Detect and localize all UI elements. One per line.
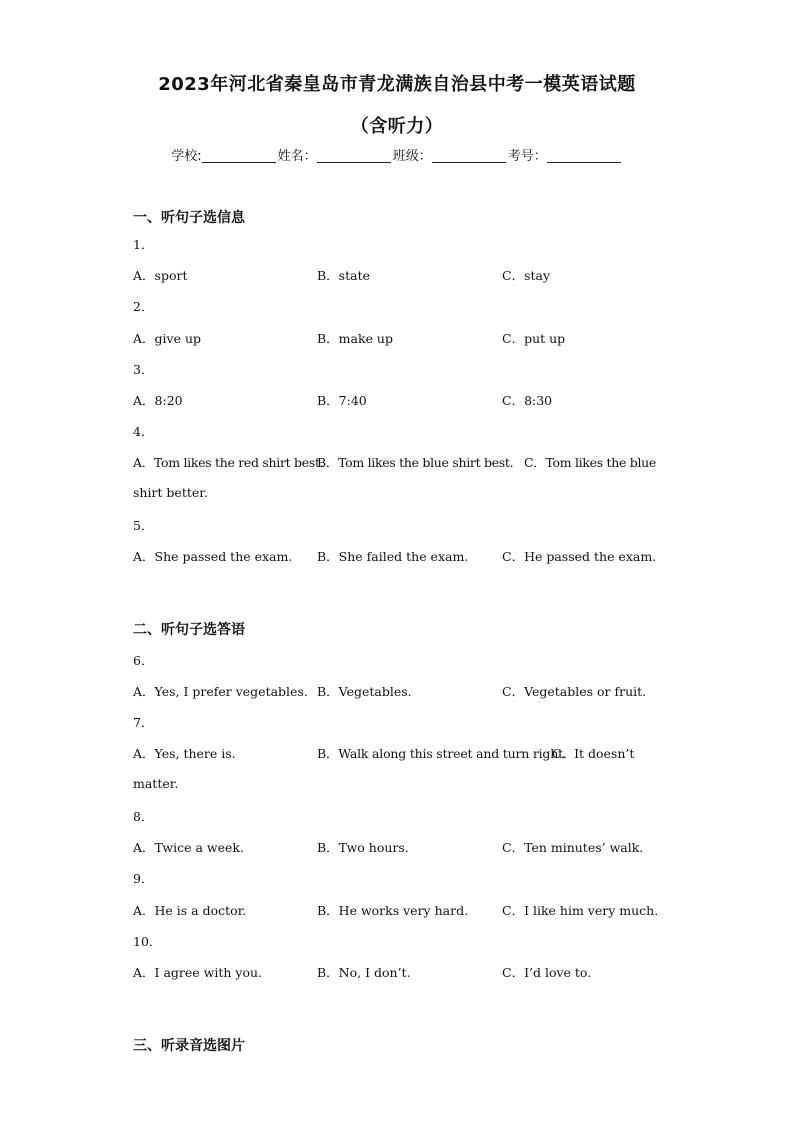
option-a: A．She passed the exam. [133, 549, 293, 564]
option-c: C．8:30 [502, 393, 553, 408]
option-c: C．He passed the exam. [502, 549, 657, 564]
option-b: B．Two hours. [317, 840, 409, 855]
class-blank[interactable] [432, 148, 506, 163]
option-a: A．8:20 [133, 393, 183, 408]
student-info-row [0, 145, 794, 164]
option-b: B．He works very hard. [317, 903, 469, 918]
option-c: C．Tom likes the blue [524, 455, 657, 470]
question-number: 5． [133, 518, 154, 533]
option-b: B．No, I don’t. [317, 965, 411, 980]
option-c: C．I like him very much. [502, 903, 659, 918]
option-a: A．Yes, there is. [133, 746, 236, 761]
option-a: A．give up [133, 331, 202, 346]
school-label: 学校: [171, 149, 202, 164]
question-number: 7． [133, 715, 154, 730]
option-c: C．Ten minutes’ walk. [502, 840, 644, 855]
question-number: 6． [133, 653, 154, 668]
question-number: 8． [133, 809, 154, 824]
option-c: C．It doesn’t [552, 746, 635, 761]
option-a: A．I agree with you. [133, 965, 262, 980]
question-number: 9． [133, 871, 154, 886]
school-blank[interactable] [202, 148, 276, 163]
option-c: C．I’d love to. [502, 965, 592, 980]
option-b: B．Walk along this street and turn right. [317, 746, 567, 761]
option-c: C．stay [502, 268, 551, 283]
option-c: C．put up [502, 331, 566, 346]
option-a: A．Twice a week. [133, 840, 244, 855]
number-blank[interactable] [547, 148, 621, 163]
question-number: 1． [133, 237, 154, 252]
name-label: 姓名： [277, 149, 317, 164]
exam-title: 2023年河北省秦皇岛市青龙满族自治县中考一模英语试题 [158, 74, 636, 95]
option-b: B．make up [317, 331, 393, 346]
section-title: 三、听录音选图片 [133, 1038, 245, 1054]
option-b: B．Tom likes the blue shirt best. [317, 455, 514, 470]
option-b: B．Vegetables. [317, 684, 412, 699]
number-label: 考号： [507, 149, 547, 164]
section-title: 二、听句子选答语 [133, 622, 245, 638]
option-c-continued: matter. [133, 776, 179, 791]
question-number: 2． [133, 299, 154, 314]
name-blank[interactable] [317, 148, 391, 163]
class-label: 班级： [392, 149, 432, 164]
option-a: A．sport [133, 268, 188, 283]
option-a: A．Tom likes the red shirt best. [133, 455, 324, 470]
option-c-continued: shirt better. [133, 485, 208, 500]
option-b: B．7:40 [317, 393, 367, 408]
question-number: 4． [133, 424, 154, 439]
question-number: 10． [133, 934, 162, 949]
option-b: B．She failed the exam. [317, 549, 469, 564]
option-c: C．Vegetables or fruit. [502, 684, 647, 699]
option-a: A．He is a doctor. [133, 903, 247, 918]
option-a: A．Yes, I prefer vegetables. [133, 684, 308, 699]
section-title: 一、听句子选信息 [133, 210, 245, 226]
question-number: 3． [133, 362, 154, 377]
option-b: B．state [317, 268, 370, 283]
exam-subtitle: （含听力） [350, 116, 444, 137]
